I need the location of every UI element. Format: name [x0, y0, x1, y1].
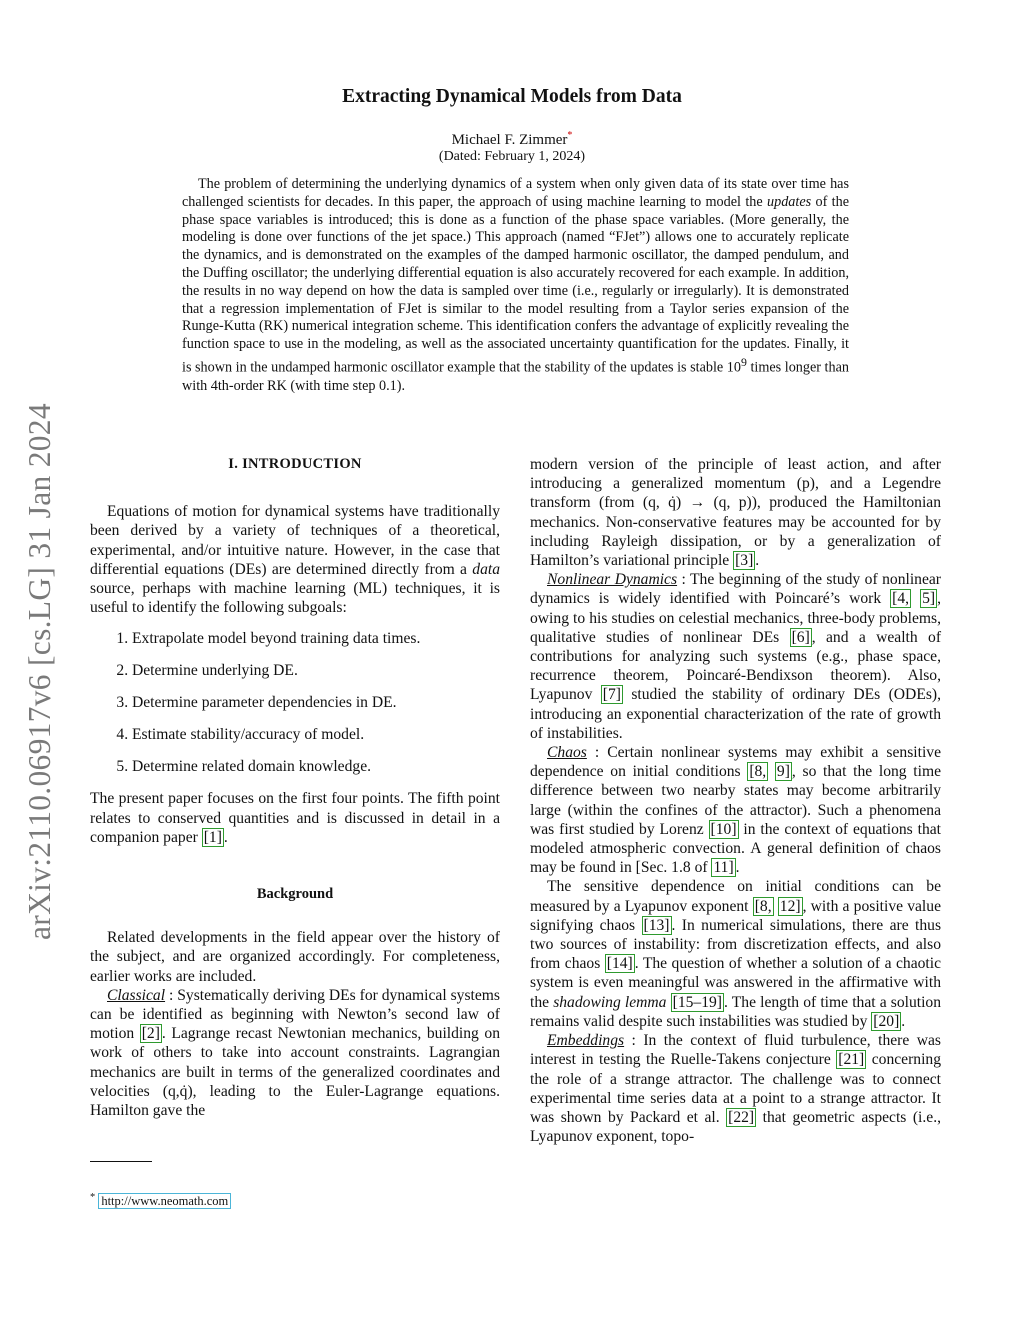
hamilton-paragraph-continued: modern version of the principle of least action, and after introducing a generalized momentum (p), and a Legendre transform (from (q, q̇) → (q, p)), produced the Hamiltonian mechanics. Non-conservative features may be accounted for by including Rayleigh dissipation, or by a generalization of Hamilton’s variational principle [3] .	[530, 456, 941, 570]
footnote: * http://www.neomath.com	[90, 1192, 231, 1209]
list-item: 4. Estimate stability/accuracy of model.	[132, 725, 500, 744]
subsection-heading-background: Background	[256, 886, 334, 903]
subgoals-list	[90, 629, 500, 776]
classical-paragraph: Classical : Systematically deriving DEs for dynamical systems can be identified as beginning with Newton’s second law of motion [2] . Lagrange recast Newtonian mechanics, building on work of others to take into account constraints. Lagrangian mechanics are built in terms of the generalized coordinates and velocities (q,q̇), leading to the Euler-Lagrange equations. Hamilton gave the	[90, 986, 500, 1120]
paper-title: Extracting Dynamical Models from Data	[342, 86, 682, 107]
author-footnote-mark[interactable]: *	[567, 130, 573, 141]
citation-link[interactable]: [4,	[892, 590, 910, 608]
citation-link[interactable]: [15–19]	[672, 993, 722, 1011]
citation-link[interactable]: [20]	[873, 1012, 900, 1030]
citation-link[interactable]: 12]	[779, 897, 801, 915]
citation-link[interactable]: [14]	[606, 955, 633, 973]
list-item: 5. Determine related domain knowledge.	[132, 757, 500, 776]
abstract: The problem of determining the underlying dynamics of a system when only given data of its state over time has challenged scientists for decades. In this paper, the approach of using machine learning to model the updates of the phase space variables is introduced; this is done as a function of the phase space variables. (More generally, the modeling is done over functions of the jet space.) This approach (named “FJet”) allows one to accurately replicate the dynamics, and is demonstrated on the examples of the damped harmonic oscillator, the damped pendulum, and the Duffing oscillator; the underlying differential equation is also accurately recovered for each example. In addition, the results in no way depend on how the data is sampled over time (i.e., regularly or irregularly). It is demonstrated that a regression implementation of FJet is similar to the model resulting from a Taylor series expansion of the Runge-Kutta (RK) numerical integration scheme. This identification confers the advantage of explicitly revealing the function space to use in the modeling, as well as the associated uncertainty quantification for the updates. Finally, it is shown in the undamped harmonic oscillator example that the stability of the updates is stable $10^9$ times longer than with 4th-order RK (with time step 0.1).	[182, 176, 849, 394]
list-item: 3. Determine parameter dependencies in DE.	[132, 693, 500, 712]
intro-paragraph-1: Equations of motion for dynamical systems have traditionally been derived by a variety of techniques of a theoretical, experimental, and/or intuitive nature. However, in the case that differential equations (DEs) are determined directly from a data source, perhaps with machine learning (ML) techniques, it is useful to identify the following subgoals:	[90, 503, 500, 617]
citation-link[interactable]: [3]	[735, 552, 754, 570]
author-name: Michael F. Zimmer	[451, 132, 568, 148]
citation-link[interactable]: 5]	[922, 590, 936, 608]
citation-link[interactable]: 11]	[713, 859, 734, 877]
footnote-rule	[90, 1161, 152, 1162]
date-line: (Dated: February 1, 2024)	[438, 149, 586, 164]
nonlinear-dynamics-paragraph: Nonlinear Dynamics : The beginning of the study of nonlinear dynamics is widely identified with Poincaré’s work [4, 5] , owing to his studies on celestial mechanics, three-body problems, qualitative studies of nonlinear DEs [6] , and a wealth of contributions for analyzing such systems (e.g., phase space, recurrence theorem, Poincaré-Bendixson theorem). Also, Lyapunov [7] studied the stability of ordinary DEs (ODEs), introducing an exponential characterization of the rate of growth of instabilities.	[530, 571, 942, 742]
citation-link[interactable]: [21]	[838, 1051, 865, 1069]
citation-link[interactable]: [22]	[728, 1108, 755, 1126]
list-item: 1. Extrapolate model beyond training data times.	[132, 629, 500, 648]
embeddings-paragraph: Embeddings : In the context of fluid turbulence, there was interest in testing the Ruelle-Takens conjecture [21] concerning the role of a strange attractor. The challenge was to connect experimental time series data at a point to a strange attractor. It was shown by Packard et al. [22] that geometric aspects (i.e., Lyapunov exponent, topo-	[530, 1032, 941, 1146]
homepage-link[interactable]: http://www.neomath.com	[98, 1193, 231, 1209]
arxiv-identifier: arXiv:2110.06917v6 [cs.LG] 31 Jan 2024	[22, 403, 57, 940]
right-column	[530, 455, 941, 1146]
lyapunov-paragraph: The sensitive dependence on initial conditions can be measured by a Lyapunov exponent [8, 12] , with a positive value signifying chaos [13] . In numerical simulations, there are thus two sources of instability: from discretization effects, and also from chaos [14] . The question of whether a solution of a chaotic system is even meaningful was answered in the affirmative with the shadowing lemma [15–19] . The length of time that a solution remains valid despite such instabilities was studied by [20] .	[530, 878, 942, 1030]
citation-link[interactable]: [6]	[791, 628, 810, 646]
citation-link[interactable]: [8,	[754, 897, 772, 915]
chaos-paragraph: Chaos : Certain nonlinear systems may exhibit a sensitive dependence on initial conditions [8, 9] , so that the long time difference between two nearby states may become arbitrarily large (within the confines of the attractor). Such a phenomena was first studied by Lorenz [10] in the context of equations that modeled atmospheric convection. A general definition of chaos may be found in [Sec. 1.8 of 11] .	[530, 744, 941, 877]
citation-link[interactable]: [1]	[203, 828, 222, 846]
citation-link[interactable]: [13]	[643, 916, 670, 934]
list-item: 2. Determine underlying DE.	[132, 661, 500, 680]
author-line	[0, 130, 1024, 149]
citation-link[interactable]: 9]	[776, 763, 790, 781]
section-heading-introduction: I. INTRODUCTION	[228, 456, 362, 472]
citation-link[interactable]: [10]	[710, 820, 737, 838]
citation-link[interactable]: [8,	[749, 763, 767, 781]
left-column	[90, 455, 500, 1120]
citation-link[interactable]: [7]	[602, 686, 621, 704]
intro-paragraph-2: The present paper focuses on the first four points. The fifth point relates to conserved quantities and is discussed in detail in a companion paper [1] .	[90, 790, 500, 846]
citation-link[interactable]: [2]	[141, 1025, 160, 1043]
background-paragraph-1: Related developments in the field appear over the history of the subject, and are organized accordingly. For completeness, earlier works are included.	[90, 929, 500, 985]
